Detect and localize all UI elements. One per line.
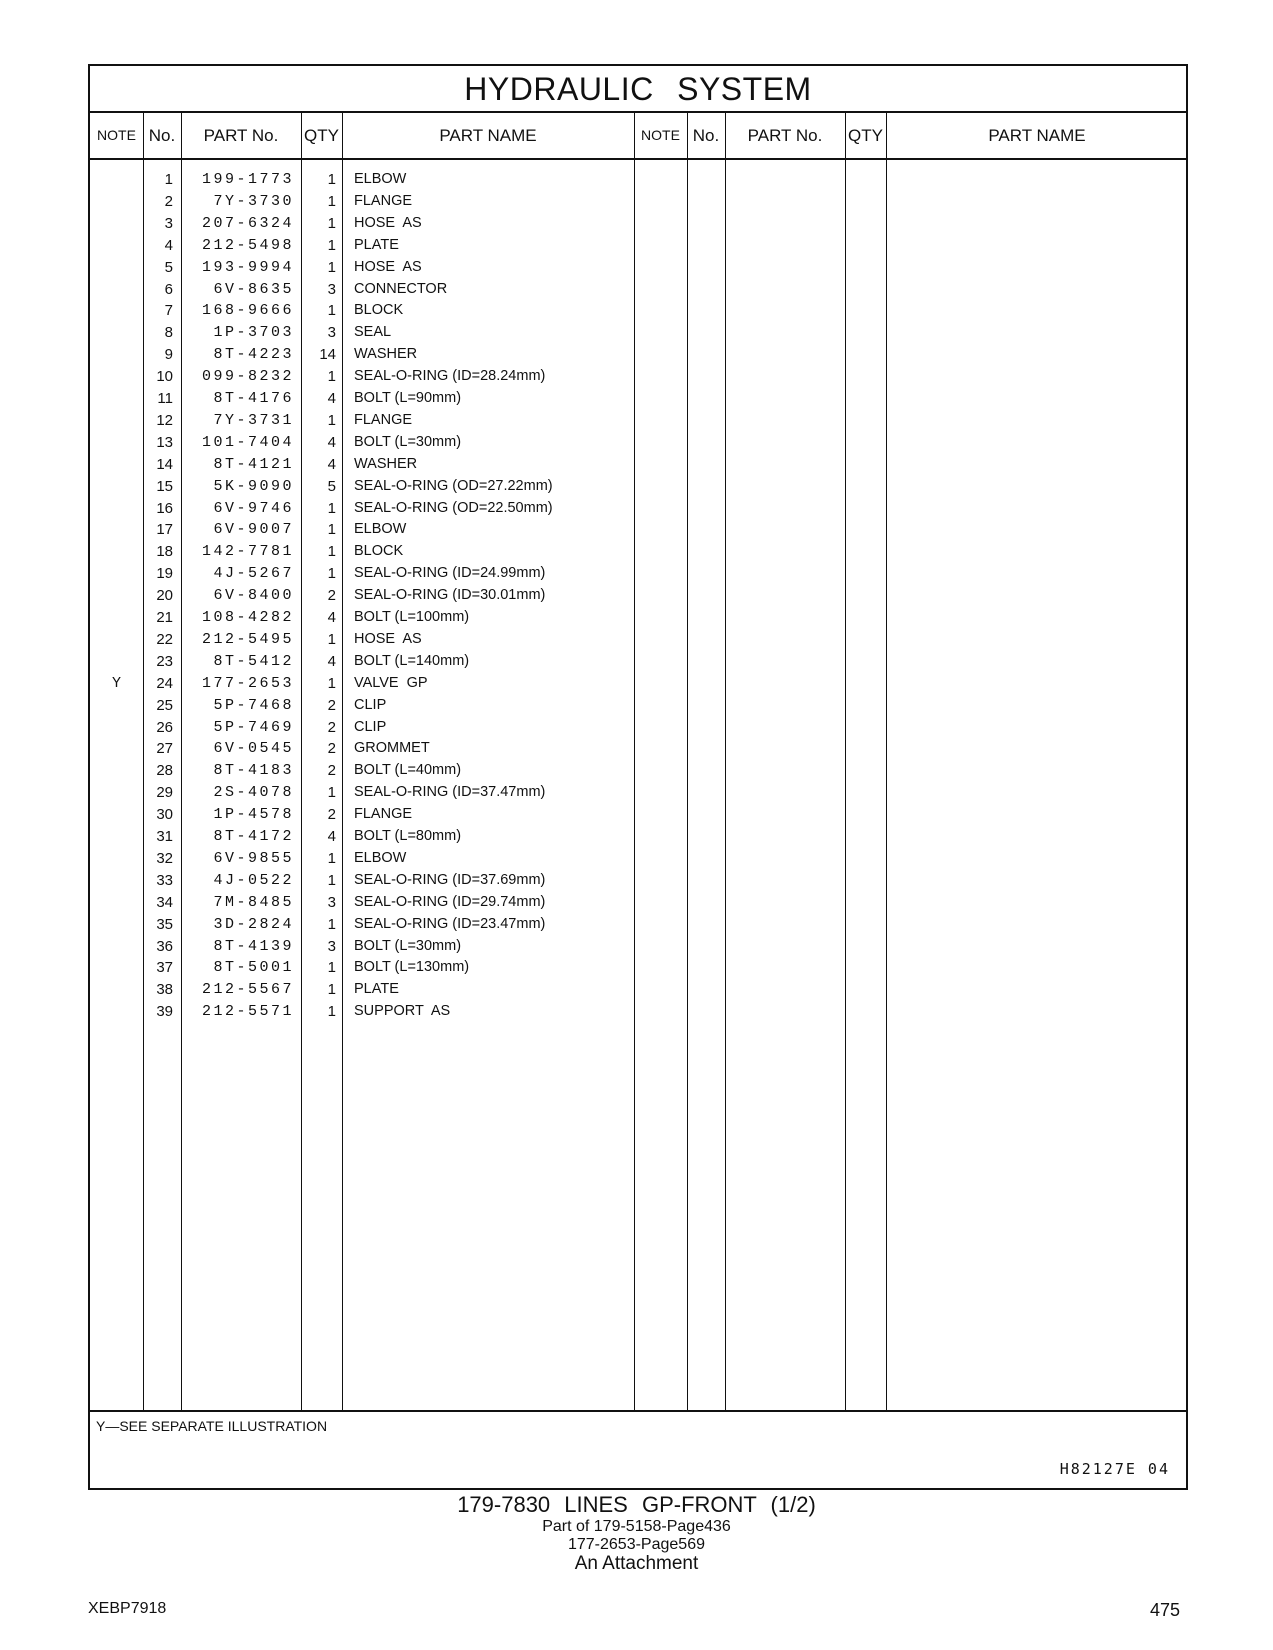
item-number-cell: 21 (156, 609, 173, 626)
item-number-cell: 38 (156, 981, 173, 999)
header-part-no-left: PART No. (203, 126, 279, 145)
table-header (90, 113, 1186, 160)
part-name-cell: GROMMET (354, 740, 430, 757)
part-number-cell: 8T-4176 (213, 390, 294, 407)
column-divider (725, 113, 726, 1410)
quantity-cell: 1 (327, 674, 336, 692)
part-name-cell: PLATE (354, 981, 399, 998)
part-name-cell: BOLT (L=100mm) (354, 609, 470, 625)
part-number-cell: 199-1773 (201, 171, 294, 188)
part-name-cell: WASHER (354, 455, 418, 472)
item-number-cell: 37 (156, 959, 173, 977)
item-number-cell: 32 (156, 849, 173, 867)
part-name-cell: CLIP (354, 718, 387, 735)
item-number-cell: 22 (156, 630, 173, 648)
item-number-cell: 27 (156, 740, 173, 758)
part-number-cell: 168-9666 (201, 302, 294, 320)
part-number-cell: 212-5567 (201, 981, 294, 999)
item-number-cell: 14 (156, 455, 173, 473)
quantity-cell: 4 (327, 828, 336, 845)
quantity-cell: 4 (327, 652, 336, 670)
part-name-cell: SEAL-O-RING (ID=28.24mm) (354, 368, 546, 385)
quantity-cell: 1 (327, 565, 336, 583)
quantity-cell: 1 (327, 543, 336, 561)
quantity-cell: 3 (327, 280, 336, 298)
quantity-cell: 1 (327, 871, 336, 889)
item-number-cell: 23 (156, 652, 173, 670)
note-cell: Y (111, 674, 121, 692)
part-number-cell: 212-5498 (201, 236, 294, 254)
part-name-cell: SEAL-O-RING (ID=23.47mm) (354, 915, 546, 932)
item-number-cell: 31 (156, 828, 173, 845)
quantity-cell: 1 (327, 368, 336, 386)
section-title: HYDRAULIC SYSTEM (90, 66, 1186, 113)
part-number-cell: 4J-5267 (213, 565, 294, 583)
item-number-cell: 1 (164, 171, 173, 188)
quantity-cell: 2 (327, 762, 336, 780)
quantity-cell: 2 (327, 718, 336, 736)
quantity-cell: 2 (327, 740, 336, 758)
group-caption: 179-7830 LINES GP-FRONT (1/2) (457, 1492, 816, 1517)
page-reference: 177-2653-Page569 (567, 1536, 705, 1553)
part-number-cell: 5K-9090 (213, 477, 294, 495)
part-name-cell: HOSE AS (354, 214, 422, 231)
quantity-cell: 1 (327, 214, 336, 232)
part-name-cell: FLANGE (354, 192, 413, 209)
item-number-cell: 15 (156, 477, 173, 495)
header-no-right: No. (692, 126, 720, 145)
document-id: XEBP7918 (88, 1600, 167, 1617)
quantity-cell: 1 (327, 1003, 336, 1021)
part-number-cell: 8T-4183 (213, 762, 294, 780)
part-number-cell: 2S-4078 (213, 784, 294, 802)
part-name-cell: SEAL (354, 324, 392, 341)
part-number-cell: 142-7781 (201, 543, 294, 561)
quantity-cell: 1 (327, 959, 336, 977)
quantity-cell: 14 (319, 346, 336, 364)
quantity-cell: 2 (327, 806, 336, 824)
item-number-cell: 20 (156, 587, 173, 605)
column-divider (687, 113, 688, 1410)
column-divider (342, 113, 343, 1410)
part-name-cell: BOLT (L=140mm) (354, 652, 470, 669)
part-name-cell: ELBOW (354, 171, 407, 187)
header-part-name-left: PART NAME (439, 126, 537, 145)
part-name-cell: SEAL-O-RING (ID=37.69mm) (354, 871, 546, 888)
part-name-cell: BLOCK (354, 543, 404, 560)
column-divider (181, 113, 182, 1410)
part-name-cell: CONNECTOR (354, 280, 448, 297)
item-number-cell: 7 (164, 302, 173, 320)
quantity-cell: 1 (327, 258, 336, 276)
part-number-cell: 6V-8635 (213, 280, 294, 298)
item-number-cell: 4 (164, 236, 173, 254)
part-number-cell: 5P-7469 (213, 718, 294, 736)
quantity-cell: 2 (327, 587, 336, 605)
part-number-cell: 101-7404 (201, 433, 294, 451)
item-number-cell: 10 (156, 368, 173, 386)
quantity-cell: 1 (327, 236, 336, 254)
quantity-cell: 1 (327, 849, 336, 867)
footer-divider (90, 1410, 1186, 1412)
part-number-cell: 6V-9746 (213, 499, 294, 517)
part-number-cell: 7Y-3730 (213, 192, 294, 210)
part-name-cell: BOLT (L=30mm) (354, 433, 462, 450)
part-name-cell: BOLT (L=40mm) (354, 762, 462, 779)
column-divider (886, 113, 887, 1410)
quantity-cell: 2 (327, 696, 336, 714)
header-qty-right: QTY (848, 126, 883, 145)
item-number-cell: 13 (156, 433, 173, 451)
item-number-cell: 28 (156, 762, 173, 780)
item-number-cell: 30 (156, 806, 173, 824)
item-number-cell: 35 (156, 915, 173, 933)
part-number-cell: 8T-4223 (213, 346, 294, 364)
quantity-cell: 3 (327, 324, 336, 342)
part-number-cell: 3D-2824 (213, 915, 294, 933)
item-number-cell: 29 (156, 784, 173, 802)
item-number-cell: 24 (156, 674, 173, 692)
attachment-label: An Attachment (574, 1553, 699, 1574)
quantity-cell: 1 (327, 499, 336, 517)
part-name-cell: ELBOW (354, 521, 407, 538)
quantity-cell: 1 (327, 302, 336, 320)
quantity-cell: 3 (327, 937, 336, 955)
part-number-cell: 7M-8485 (213, 893, 294, 911)
parts-table-frame (88, 64, 1188, 1490)
part-number-cell: 099-8232 (201, 368, 294, 386)
part-number-cell: 8T-4139 (213, 937, 294, 955)
quantity-cell: 3 (327, 893, 336, 911)
part-number-cell: 108-4282 (201, 609, 294, 626)
quantity-cell: 4 (327, 433, 336, 451)
column-divider (845, 113, 846, 1410)
part-number-cell: 212-5495 (201, 630, 294, 648)
part-name-cell: SEAL-O-RING (OD=27.22mm) (354, 477, 553, 494)
part-number-cell: 6V-9855 (213, 849, 294, 867)
part-name-cell: HOSE AS (354, 630, 422, 647)
part-name-cell: SUPPORT AS (354, 1003, 451, 1020)
item-number-cell: 2 (164, 192, 173, 210)
item-number-cell: 11 (157, 390, 173, 407)
item-number-cell: 17 (156, 521, 173, 539)
quantity-cell: 1 (327, 171, 336, 188)
footnote: Y—SEE SEPARATE ILLUSTRATION (96, 1418, 328, 1434)
item-number-cell: 3 (164, 214, 173, 232)
quantity-cell: 1 (327, 411, 336, 429)
quantity-cell: 1 (327, 915, 336, 933)
item-number-cell: 33 (156, 871, 173, 889)
part-number-cell: 177-2653 (201, 674, 294, 692)
part-number-cell: 8T-5412 (213, 652, 294, 670)
part-name-cell: HOSE AS (354, 258, 422, 275)
item-number-cell: 5 (164, 258, 173, 276)
item-number-cell: 19 (156, 565, 173, 583)
part-name-cell: BLOCK (354, 302, 404, 319)
part-name-cell: BOLT (L=130mm) (354, 959, 470, 976)
item-number-cell: 36 (156, 937, 173, 955)
part-number-cell: 6V-9007 (213, 521, 294, 539)
quantity-cell: 4 (327, 455, 336, 473)
part-of-reference: Part of 179-5158-Page436 (542, 1518, 731, 1535)
header-part-no-right: PART No. (747, 126, 823, 145)
part-name-cell: WASHER (354, 346, 418, 363)
part-name-cell: FLANGE (354, 411, 413, 428)
header-part-name-right: PART NAME (988, 126, 1086, 145)
header-note-right: NOTE (641, 127, 680, 143)
illustration-code: H82127E 04 (1059, 1460, 1170, 1478)
part-name-cell: SEAL-O-RING (ID=24.99mm) (354, 565, 546, 582)
header-qty-left: QTY (304, 126, 339, 145)
item-number-cell: 6 (164, 280, 173, 298)
quantity-cell: 4 (327, 609, 336, 626)
header-no-left: No. (148, 126, 176, 145)
quantity-cell: 1 (327, 630, 336, 648)
part-number-cell: 1P-3703 (213, 324, 294, 342)
part-name-cell: SEAL-O-RING (ID=37.47mm) (354, 784, 546, 801)
part-number-cell: 212-5571 (201, 1003, 294, 1021)
item-number-cell: 12 (156, 411, 173, 429)
quantity-cell: 5 (327, 477, 336, 495)
part-name-cell: VALVE GP (354, 674, 428, 691)
part-number-cell: 4J-0522 (213, 871, 294, 889)
part-number-cell: 193-9994 (201, 258, 294, 276)
part-number-cell: 6V-0545 (213, 740, 294, 758)
part-number-cell: 7Y-3731 (213, 411, 294, 429)
part-number-cell: 1P-4578 (213, 806, 294, 824)
part-name-cell: BOLT (L=90mm) (354, 390, 462, 406)
item-number-cell: 26 (156, 718, 173, 736)
part-name-cell: CLIP (354, 696, 387, 713)
part-number-cell: 8T-5001 (213, 959, 294, 977)
quantity-cell: 1 (327, 521, 336, 539)
item-number-cell: 25 (156, 696, 173, 714)
item-number-cell: 18 (156, 543, 173, 561)
item-number-cell: 39 (156, 1003, 173, 1021)
part-name-cell: PLATE (354, 236, 399, 253)
part-name-cell: SEAL-O-RING (ID=30.01mm) (354, 587, 546, 604)
part-number-cell: 6V-8400 (213, 587, 294, 605)
item-number-cell: 9 (164, 346, 173, 364)
part-name-cell: SEAL-O-RING (ID=29.74mm) (354, 893, 546, 910)
quantity-cell: 1 (327, 784, 336, 802)
part-number-cell: 207-6324 (201, 214, 294, 232)
item-number-cell: 8 (164, 324, 173, 342)
item-number-cell: 16 (156, 499, 173, 517)
item-number-cell: 34 (156, 893, 173, 911)
part-name-cell: SEAL-O-RING (OD=22.50mm) (354, 499, 553, 516)
part-number-cell: 8T-4121 (213, 455, 294, 473)
quantity-cell: 1 (327, 981, 336, 999)
part-name-cell: BOLT (L=80mm) (354, 828, 462, 844)
part-number-cell: 8T-4172 (213, 828, 294, 845)
quantity-cell: 4 (327, 390, 336, 407)
part-name-cell: BOLT (L=30mm) (354, 937, 462, 954)
part-name-cell: FLANGE (354, 806, 413, 823)
quantity-cell: 1 (327, 192, 336, 210)
header-note-left: NOTE (97, 127, 136, 143)
part-number-cell: 5P-7468 (213, 696, 294, 714)
page-number: 475 (1150, 1600, 1181, 1620)
part-name-cell: ELBOW (354, 849, 407, 866)
